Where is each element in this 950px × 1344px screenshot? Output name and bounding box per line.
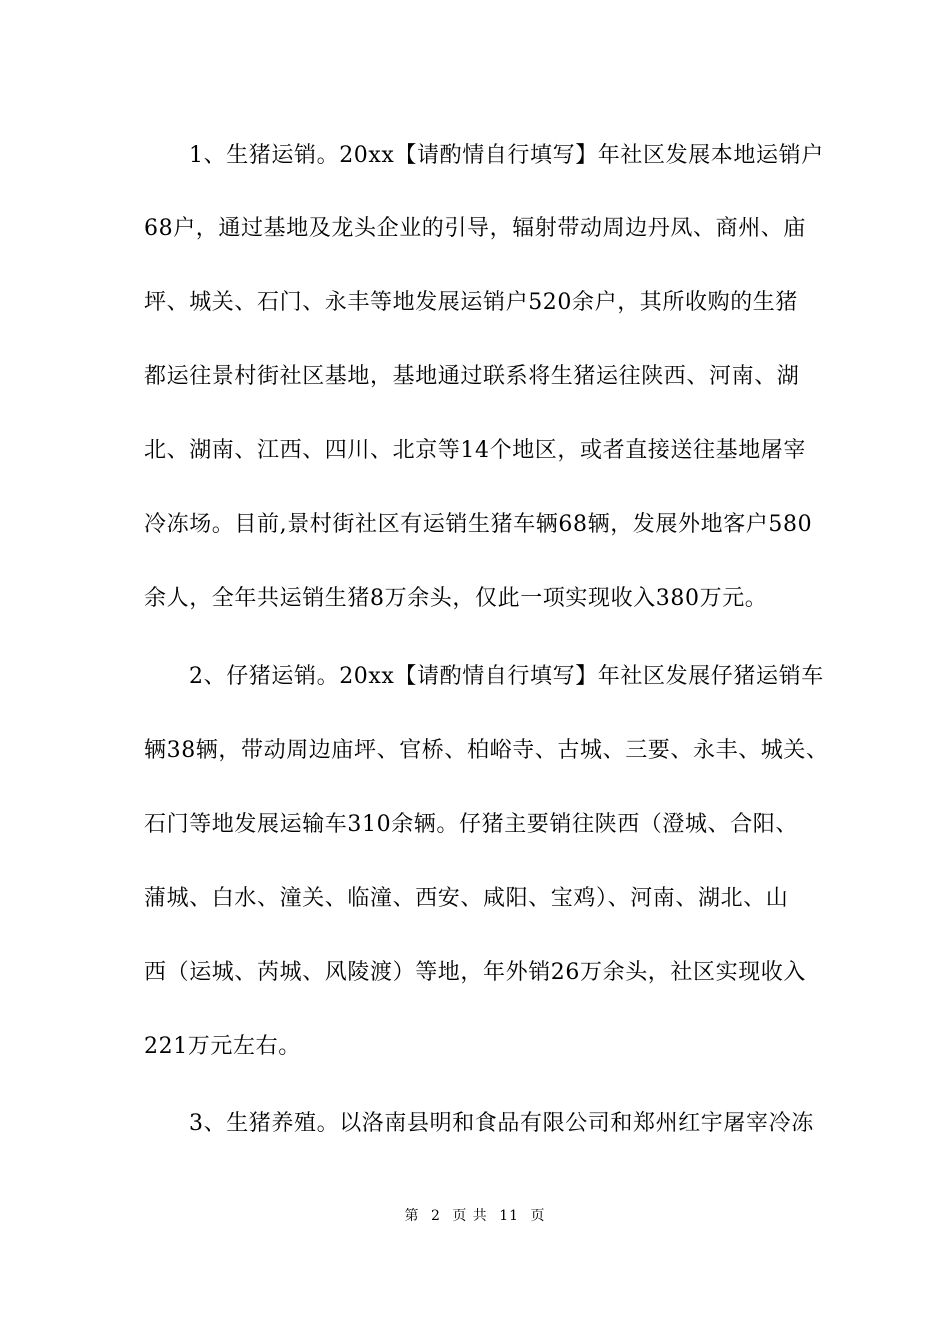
paragraph-1-line-1: 1、生猪运销。20xx【请酌情自行填写】年社区发展本地运销户	[189, 143, 824, 168]
paragraph-1-line-3: 坪、城关、石门、永丰等地发展运销户520余户，其所收购的生猪	[144, 290, 798, 315]
paragraph-1-line-6: 冷冻场。目前,景村街社区有运销生猪车辆68辆，发展外地客户580	[144, 512, 813, 537]
page-footer	[0, 1206, 950, 1226]
paragraph-2-line-5: 西（运城、芮城、风陵渡）等地，年外销26万余头，社区实现收入	[144, 960, 806, 985]
paragraph-1-line-2: 68户，通过基地及龙头企业的引导，辐射带动周边丹凤、商州、庙	[144, 216, 806, 241]
paragraph-3-line-1: 3、生猪养殖。以洛南县明和食品有限公司和郑州红宇屠宰冷冻	[189, 1111, 814, 1136]
footer-prefix: 第	[404, 1208, 420, 1224]
paragraph-2-line-2: 辆38辆，带动周边庙坪、官桥、柏峪寺、古城、三要、永丰、城关、	[144, 738, 829, 763]
footer-page-number: 2	[430, 1208, 441, 1224]
paragraph-2-line-1: 2、仔猪运销。20xx【请酌情自行填写】年社区发展仔猪运销车	[189, 664, 824, 689]
paragraph-1-line-4: 都运往景村街社区基地，基地通过联系将生猪运往陕西、河南、湖	[144, 364, 800, 389]
footer-middle: 页 共	[452, 1208, 488, 1224]
footer-suffix: 页	[530, 1208, 546, 1224]
paragraph-1-line-7: 余人，全年共运销生猪8万余头，仅此一项实现收入380万元。	[144, 586, 768, 611]
paragraph-2-line-3: 石门等地发展运输车310余辆。仔猪主要销往陕西（澄城、合阳、	[144, 812, 798, 837]
footer-total-pages: 11	[499, 1208, 520, 1224]
paragraph-2-line-6: 221万元左右。	[144, 1034, 301, 1059]
paragraph-2-line-4: 蒲城、白水、潼关、临潼、西安、咸阳、宝鸡）、河南、湖北、山	[144, 886, 789, 911]
paragraph-1-line-5: 北、湖南、江西、四川、北京等14个地区，或者直接送往基地屠宰	[144, 438, 806, 463]
